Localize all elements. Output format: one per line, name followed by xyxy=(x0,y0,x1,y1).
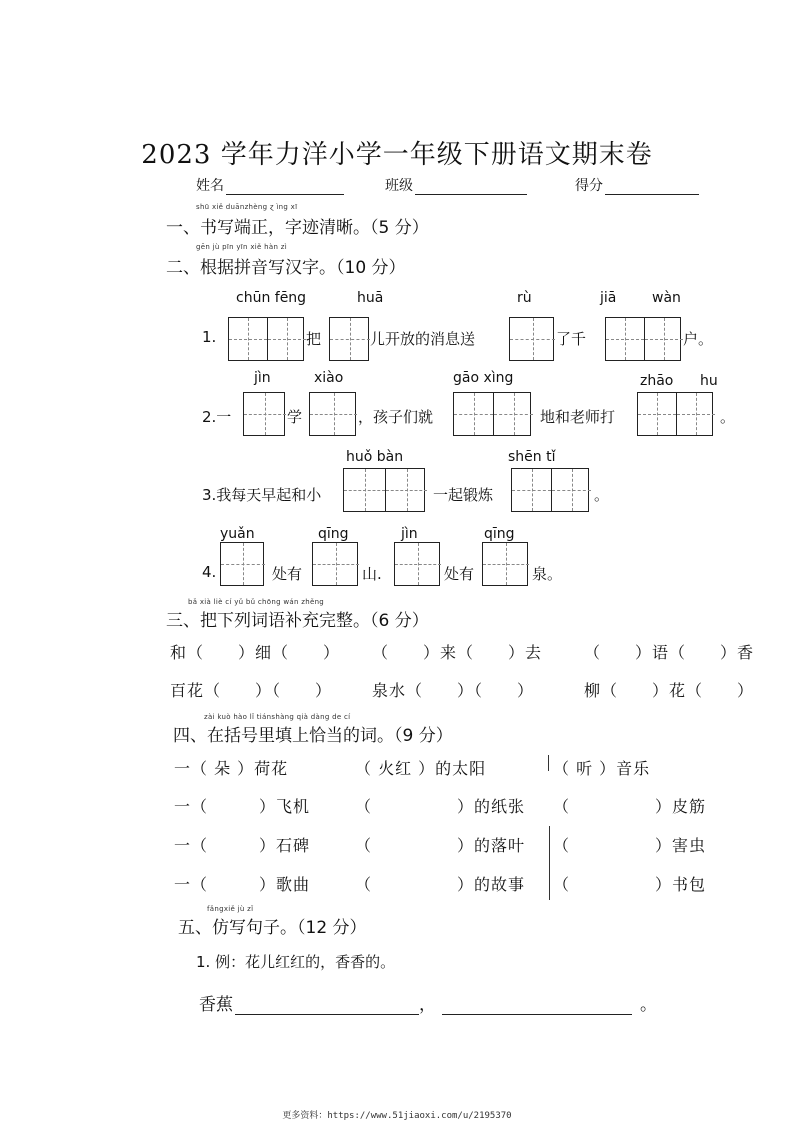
q3-text-2: 。 xyxy=(594,486,610,504)
q1-pinyin-1: chūn fēng xyxy=(236,290,307,306)
s5-period: 。 xyxy=(640,995,657,1015)
q2-char-grid-2[interactable] xyxy=(309,392,356,436)
q4-number: 4. xyxy=(202,563,217,581)
section5-title: 五、仿写句子。（12 分） xyxy=(178,918,367,938)
q2-char-grid-3[interactable] xyxy=(453,392,531,436)
s4-row4-item3[interactable]: （ ）书包 xyxy=(553,875,707,894)
q4-char-grid-4[interactable] xyxy=(482,542,528,586)
q1-char-grid-2[interactable] xyxy=(329,317,369,361)
q4-pinyin-1: yuǎn xyxy=(220,526,255,542)
name-field xyxy=(196,175,344,195)
section1-title: 一、书写端正，字迹清晰。（5 分） xyxy=(166,218,429,238)
score-label: 得分 xyxy=(575,178,603,194)
q1-pinyin-4: jiā xyxy=(600,290,617,306)
q1-pinyin-2: huā xyxy=(357,290,384,306)
s4-row1-item3[interactable]: （ 听 ）音乐 xyxy=(553,759,651,778)
q4-text-1: 处有 xyxy=(272,565,303,583)
q3-pinyin-1: huǒ bàn xyxy=(346,449,404,465)
s3-row1-item3[interactable]: （ ）语（ ）香 xyxy=(584,643,755,662)
q1-char-grid-3[interactable] xyxy=(509,317,554,361)
class-label: 班级 xyxy=(385,178,413,194)
s5-comma: ， xyxy=(419,995,436,1015)
s5-blank-1[interactable] xyxy=(235,996,419,1015)
q1-text-3: 了千 xyxy=(556,330,587,348)
q4-pinyin-4: qīng xyxy=(484,526,515,542)
section4-pinyin: zài kuò hào lǐ tiánshàng qià dàng de cí xyxy=(204,713,351,721)
q1-char-grid-1[interactable] xyxy=(228,317,304,361)
q1-pinyin-3: rù xyxy=(517,290,532,306)
s5-stem: 香蕉 xyxy=(199,995,233,1015)
q1-number: 1. xyxy=(202,328,217,346)
q1-text-2: 儿开放的消息送 xyxy=(370,330,476,348)
q2-text-2: ，孩子们就 xyxy=(358,408,434,426)
q1-text-4: 户。 xyxy=(683,330,714,348)
q4-pinyin-3: jìn xyxy=(401,526,418,542)
s3-row2-item3[interactable]: 柳（ ）花（ ） xyxy=(584,681,755,700)
class-field xyxy=(385,175,527,195)
score-underline[interactable] xyxy=(605,180,699,195)
s4-row1-item1[interactable]: 一（ 朵 ）荷花 xyxy=(174,759,289,778)
q4-char-grid-3[interactable] xyxy=(394,542,440,586)
q3-char-grid-2[interactable] xyxy=(511,468,589,512)
footer-link[interactable]: 更多资料：https://www.51jiaoxi.com/u/2195370 xyxy=(282,1111,512,1121)
s4-row4-item2[interactable]: （ ）的故事 xyxy=(355,875,526,894)
section5-pinyin: fǎngxiě jù zǐ xyxy=(207,905,254,913)
q1-text-1: 把 xyxy=(306,330,322,348)
q2-text-4: 。 xyxy=(720,408,736,426)
s5-answer-line xyxy=(199,990,657,1015)
q4-text-3: 处有 xyxy=(444,565,475,583)
q1-char-grid-4[interactable] xyxy=(605,317,681,361)
q3-text-1: 一起锻炼 xyxy=(433,486,494,504)
page-title: 2023 学年力洋小学一年级下册语文期末卷 xyxy=(141,140,653,170)
q2-char-grid-4[interactable] xyxy=(637,392,713,436)
q2-pinyin-4: zhāo xyxy=(640,373,674,389)
scan-mark-2 xyxy=(549,826,550,900)
score-field xyxy=(575,175,699,195)
s4-row3-item3[interactable]: （ ）害虫 xyxy=(553,836,707,855)
section2-pinyin: gēn jù pīn yīn xiě hàn zì xyxy=(196,243,287,251)
q4-char-grid-2[interactable] xyxy=(312,542,358,586)
section3-title: 三、把下列词语补充完整。（6 分） xyxy=(166,611,429,631)
s4-row2-item1[interactable]: 一（ ）飞机 xyxy=(174,797,311,816)
s3-row1-item2[interactable]: （ ）来（ ）去 xyxy=(372,643,543,662)
name-underline[interactable] xyxy=(226,180,344,195)
s4-row2-item2[interactable]: （ ）的纸张 xyxy=(355,797,526,816)
name-label: 姓名 xyxy=(196,178,224,194)
s4-row4-item1[interactable]: 一（ ）歌曲 xyxy=(174,875,311,894)
q2-char-grid-1[interactable] xyxy=(243,392,285,436)
s5-blank-2[interactable] xyxy=(442,996,632,1015)
q2-number: 2.一 xyxy=(202,408,232,426)
q4-text-4: 泉。 xyxy=(532,565,563,583)
section1-pinyin: shū xiě duānzhèng ɀ ìng xī xyxy=(196,203,298,211)
q2-pinyin-1: jìn xyxy=(254,370,271,386)
s3-row2-item1[interactable]: 百花（ ）（ ） xyxy=(170,681,333,700)
q2-text-1: 学 xyxy=(287,408,303,426)
q3-number: 3.我每天早起和小 xyxy=(202,486,322,504)
section4-title: 四、在括号里填上恰当的词。（9 分） xyxy=(173,726,453,746)
class-underline[interactable] xyxy=(415,180,527,195)
q2-pinyin-3: gāo xìng xyxy=(453,370,514,386)
q1-pinyin-5: wàn xyxy=(652,290,681,306)
q4-pinyin-2: qīng xyxy=(318,526,349,542)
q4-char-grid-1[interactable] xyxy=(220,542,264,586)
s3-row1-item1[interactable]: 和（ ）细（ ） xyxy=(170,643,341,662)
q4-text-2: 山. xyxy=(362,565,382,583)
s4-row3-item2[interactable]: （ ）的落叶 xyxy=(355,836,526,855)
q2-pinyin-5: hu xyxy=(700,373,718,389)
scan-mark-1 xyxy=(548,755,549,771)
q3-char-grid-1[interactable] xyxy=(343,468,425,512)
section2-title: 二、根据拼音写汉字。（10 分） xyxy=(166,258,406,278)
s4-row1-item2[interactable]: （ 火红 ）的太阳 xyxy=(355,759,487,778)
s4-row3-item1[interactable]: 一（ ）石碑 xyxy=(174,836,311,855)
s5-example: 1. 例：花儿红红的，香香的。 xyxy=(196,953,396,971)
q3-pinyin-2: shēn tǐ xyxy=(508,449,556,465)
q2-text-3: 地和老师打 xyxy=(540,408,616,426)
q2-pinyin-2: xiào xyxy=(314,370,344,386)
section3-pinyin: bǎ xià liè cí yǔ bǔ chōng wán zhěng xyxy=(188,598,325,606)
s4-row2-item3[interactable]: （ ）皮筋 xyxy=(553,797,707,816)
s3-row2-item2[interactable]: 泉水（ ）（ ） xyxy=(372,681,535,700)
